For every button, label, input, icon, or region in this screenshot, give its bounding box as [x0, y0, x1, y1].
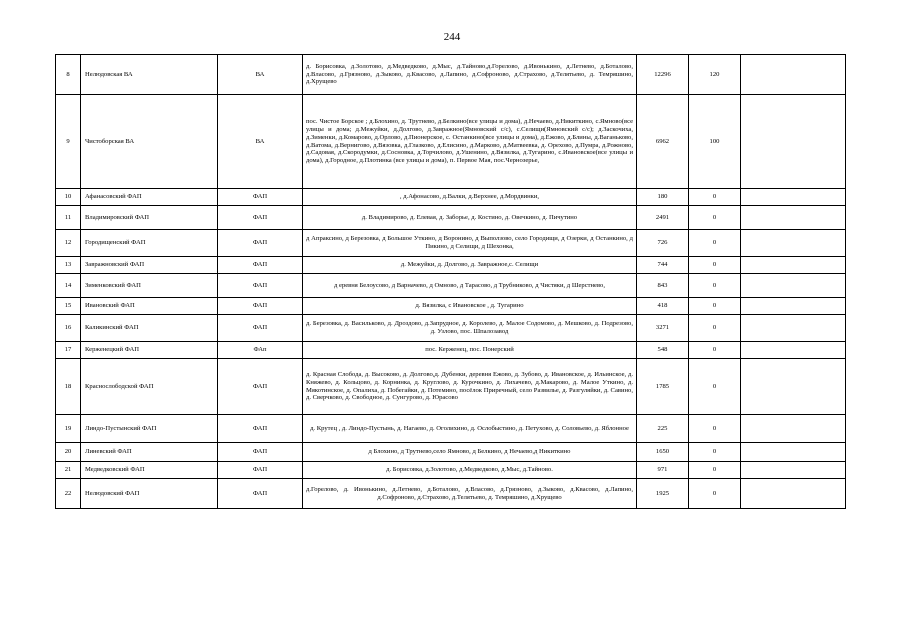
- children-count: 0: [689, 315, 741, 342]
- row-number: 18: [56, 359, 81, 415]
- facility-type: ФАП: [218, 257, 303, 274]
- settlement-list: д. Красная Слобода, д. Высоково, д. Долгово,д. Дубенки, деревня Ежово, д. Зубово, д. Ивановское, д. Ильинское, д. Княжево, д. Кольцово, д. Корнинка, д. Круглово, д. Курочкино, д. Лихачево, д.Макарово, д. Малое Уткино, д. Мякотинское, д. Опалиха, д. Побегайки, д. Потемино, посёлок Приречный, село Развилье, д. Разгуляйки, д. Савино, д. Сверчково, д. Свободное, д. Сунгурово, д. Юрасово: [303, 359, 637, 415]
- empty-cell: [741, 257, 846, 274]
- table-row: [56, 443, 846, 462]
- row-number: 19: [56, 415, 81, 443]
- empty-cell: [741, 315, 846, 342]
- facility-name: Чистоборская ВА: [81, 95, 218, 189]
- population-count: 744: [637, 257, 689, 274]
- settlement-list: пос. Керженец, пос. Понерский: [303, 342, 637, 359]
- table-row: [56, 230, 846, 257]
- table-row: [56, 206, 846, 230]
- table-body: [56, 55, 846, 509]
- facility-type: ФАП: [218, 298, 303, 315]
- facility-type: ФАП: [218, 479, 303, 509]
- empty-cell: [741, 55, 846, 95]
- table-row: [56, 315, 846, 342]
- facility-name: Нелюдовский ФАП: [81, 479, 218, 509]
- children-count: 0: [689, 443, 741, 462]
- facility-type: ФАП: [218, 274, 303, 298]
- settlement-list: д еревня Белоусово, д Варначево, д Омново, д Тарасово, д Трубниково, д Чистяки, д Шерстнево,: [303, 274, 637, 298]
- facility-type: ФАП: [218, 415, 303, 443]
- settlement-list: д. Борисовка, д.Золотово, д.Медведково, д.Мыс, д.Тайново,д.Горелово, д.Ивонькино, д.Летнево, д.Боталово, д.Власово, д.Грязново, д.Зыково, д.Квасово, д.Лапино, д.Софроново, д.Страхово, д.Телятьево, д. Темряшино, д.Хрущево: [303, 55, 637, 95]
- facility-type: ФАП: [218, 359, 303, 415]
- settlement-list: д. Межуйки, д. Долгово, д. Завражное,с. Селищи: [303, 257, 637, 274]
- row-number: 12: [56, 230, 81, 257]
- facility-type: ВА: [218, 55, 303, 95]
- row-number: 22: [56, 479, 81, 509]
- row-number: 9: [56, 95, 81, 189]
- population-count: 6962: [637, 95, 689, 189]
- children-count: 0: [689, 415, 741, 443]
- row-number: 11: [56, 206, 81, 230]
- population-count: 12296: [637, 55, 689, 95]
- table-row: [56, 95, 846, 189]
- facility-type: ФАП: [218, 189, 303, 206]
- population-count: 1650: [637, 443, 689, 462]
- children-count: 0: [689, 479, 741, 509]
- facility-name: Городищенский ФАП: [81, 230, 218, 257]
- row-number: 13: [56, 257, 81, 274]
- empty-cell: [741, 342, 846, 359]
- table-row: [56, 462, 846, 479]
- empty-cell: [741, 95, 846, 189]
- empty-cell: [741, 274, 846, 298]
- table-row: [56, 359, 846, 415]
- table-row: [56, 479, 846, 509]
- settlement-list: д. Крутец , д. Линдо-Пустынь, д. Нагаево, д. Оголихино, д. Ослобыстино, д. Петухово, д. Соловьево, д. Яблонное: [303, 415, 637, 443]
- settlement-list: д Блохино, д Трутнево,село Ямново, д Белкино, д Нечаево,д Никиткино: [303, 443, 637, 462]
- settlement-list: д Апраксино, д Березовка, д Большое Уткино, д Воронино, д Выползово, село Городищи, д Озерки, д Останкино, д Пикино, д Селищи, д Шехонка,: [303, 230, 637, 257]
- population-count: 726: [637, 230, 689, 257]
- empty-cell: [741, 206, 846, 230]
- facility-name: Линевский ФАП: [81, 443, 218, 462]
- children-count: 0: [689, 230, 741, 257]
- facility-name: Каликинский ФАП: [81, 315, 218, 342]
- facility-name: Владимировский ФАП: [81, 206, 218, 230]
- row-number: 21: [56, 462, 81, 479]
- row-number: 20: [56, 443, 81, 462]
- facility-name: Медведковский ФАП: [81, 462, 218, 479]
- facility-name: Завражновский ФАП: [81, 257, 218, 274]
- facility-type: ФАП: [218, 230, 303, 257]
- children-count: 0: [689, 298, 741, 315]
- facility-type: ФАП: [218, 462, 303, 479]
- table-row: [56, 298, 846, 315]
- population-count: 1785: [637, 359, 689, 415]
- row-number: 8: [56, 55, 81, 95]
- empty-cell: [741, 462, 846, 479]
- facility-type: ФАП: [218, 443, 303, 462]
- facility-name: Керженецкий ФАП: [81, 342, 218, 359]
- population-count: 2491: [637, 206, 689, 230]
- empty-cell: [741, 298, 846, 315]
- population-count: 418: [637, 298, 689, 315]
- empty-cell: [741, 359, 846, 415]
- children-count: 0: [689, 206, 741, 230]
- facility-table: [55, 54, 846, 509]
- empty-cell: [741, 189, 846, 206]
- settlement-list: д. Березовка, д. Васильково, д. Дроздово, д.Запрудное, д. Королево, д. Малое Содомово, д. Мешково, д. Подрезово, д. Узлово, пос. Шпалозавод: [303, 315, 637, 342]
- row-number: 15: [56, 298, 81, 315]
- children-count: 0: [689, 342, 741, 359]
- facility-name: Ивановский ФАП: [81, 298, 218, 315]
- settlement-list: д. Владимирово, д. Елевая, д. Заборье, д. Костино, д. Овечкино, д. Пичутино: [303, 206, 637, 230]
- population-count: 3271: [637, 315, 689, 342]
- facility-type: ФАп: [218, 342, 303, 359]
- facility-name: Зименковский ФАП: [81, 274, 218, 298]
- page-number: 244: [443, 31, 461, 43]
- table-row: [56, 189, 846, 206]
- settlement-list: д. Вязилка, с Ивановское , д. Тугарино: [303, 298, 637, 315]
- facility-type: ФАП: [218, 315, 303, 342]
- population-count: 1925: [637, 479, 689, 509]
- children-count: 0: [689, 257, 741, 274]
- table-row: [56, 342, 846, 359]
- empty-cell: [741, 443, 846, 462]
- children-count: 0: [689, 462, 741, 479]
- facility-type: ВА: [218, 95, 303, 189]
- table-row: [56, 257, 846, 274]
- row-number: 14: [56, 274, 81, 298]
- facility-name: Краснослободской ФАП: [81, 359, 218, 415]
- row-number: 10: [56, 189, 81, 206]
- row-number: 17: [56, 342, 81, 359]
- facility-name: Линдо-Пустынский ФАП: [81, 415, 218, 443]
- table-row: [56, 274, 846, 298]
- facility-name: Нелюдовская ВА: [81, 55, 218, 95]
- population-count: 225: [637, 415, 689, 443]
- empty-cell: [741, 479, 846, 509]
- row-number: 16: [56, 315, 81, 342]
- empty-cell: [741, 415, 846, 443]
- table-row: [56, 55, 846, 95]
- children-count: 0: [689, 189, 741, 206]
- facility-name: Афанасовский ФАП: [81, 189, 218, 206]
- children-count: 120: [689, 55, 741, 95]
- settlement-list: д.Горелово, д. Ивонькино, д.Летнево, д.Боталово, д.Власово, д.Грязново, д.Зыково, д.Квасово, д.Лапино, д.Софроново, д.Страхово, д.Телятьево, д. Темряшино, д.Хрущево: [303, 479, 637, 509]
- settlement-list: , д.Афонасово, д.Валки, д.Верхнее, д.Мордвинки,: [303, 189, 637, 206]
- table-row: [56, 415, 846, 443]
- empty-cell: [741, 230, 846, 257]
- children-count: 100: [689, 95, 741, 189]
- facility-type: ФАП: [218, 206, 303, 230]
- settlement-list: пос. Чистое Борское ; д.Блохино, д. Трутнево, д.Белкино(все улицы и дома), д.Нечаево, д.Никиткино, с.Ямново(все улицы и дома; д.Межуйки, д.Долгово, д.Завражное(Ямновский с/с), с.Селищи(Ямновский с/с); д.Заскочиха, д.Зименки, д.Комарово, д.Орлово, д.Пионерское, с. Останкино(все улицы и дома), д.Ежово, д.Блины, д.Ваганьково, д.Ватома, д.Вернигово, д.Вязовка, д.Глазково, д.Елисино, д.Марково, д.Матвеевка, д. Орехово, д.Пумра, д.Рожново, д.Садовая, д.Скородумки, д.Сосновка, д.Торчилово, д.Ушенино, д.Вязилка, д.Тугарино, с.Ивановское(все улицы и дома), д.Городное, д.Плотинка (все улицы и дома), п. Первое Мая, пос.Чернозерье,: [303, 95, 637, 189]
- population-count: 548: [637, 342, 689, 359]
- children-count: 0: [689, 274, 741, 298]
- children-count: 0: [689, 359, 741, 415]
- population-count: 971: [637, 462, 689, 479]
- population-count: 843: [637, 274, 689, 298]
- population-count: 180: [637, 189, 689, 206]
- settlement-list: д. Борисовка, д.Золотово, д.Медведково, д.Мыс, д.Тайново.: [303, 462, 637, 479]
